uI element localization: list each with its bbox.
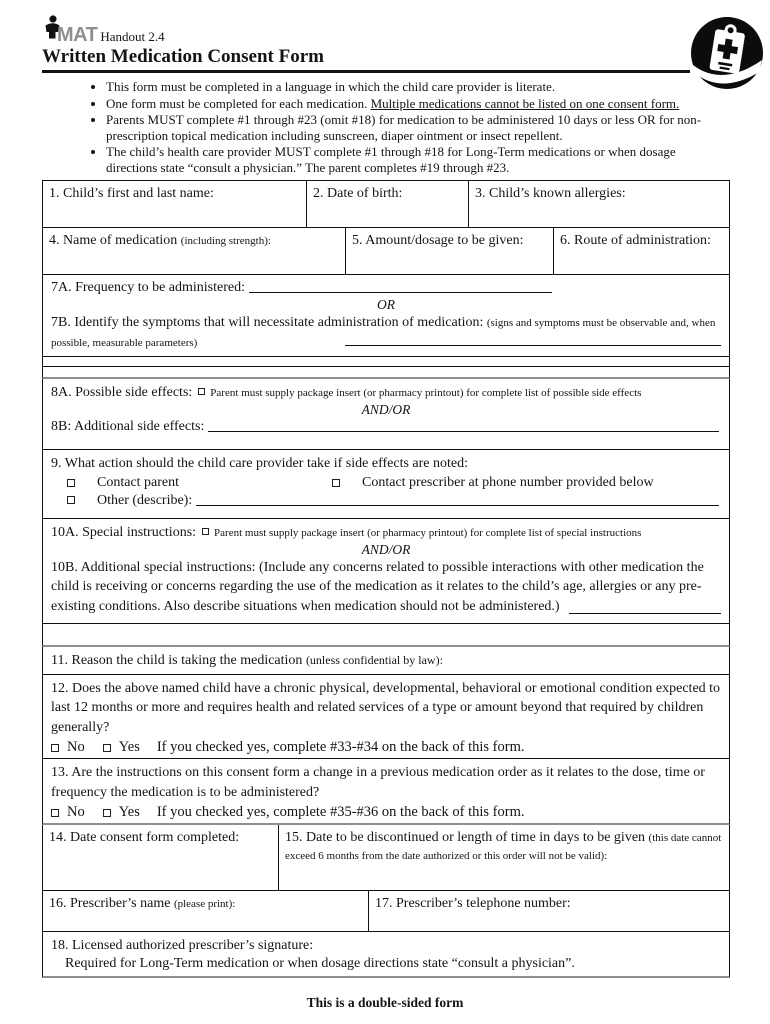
section-8 (42, 379, 730, 450)
andor-separator: AND/OR (361, 401, 411, 417)
instruction-bullet: • This form must be completed in a language in which the child care provider is literate. (106, 79, 730, 95)
field-4-cell[interactable] (43, 228, 345, 274)
checkbox-9-other[interactable] (67, 496, 75, 504)
field-6-cell[interactable] (553, 228, 729, 274)
spacer-row (42, 357, 730, 367)
field-1-cell[interactable] (43, 181, 306, 227)
field-15-cell[interactable] (278, 825, 729, 890)
form-row-4-6 (42, 228, 730, 275)
section-7 (42, 275, 730, 357)
field-5-cell[interactable] (345, 228, 553, 274)
instruction-bullet: • One form must be completed for each medication. Multiple medications cannot be listed on one consent form. (106, 96, 730, 112)
field-13-label: 13. Are the instructions on this consent form a change in a previous medication order as it relates to the dose, time or frequency the medication is to be administered? (51, 765, 705, 800)
field-8a-label: 8A. Possible side effects: (51, 384, 193, 400)
checkbox-9-contact-prescriber[interactable] (332, 479, 340, 487)
field-5-label: 5. Amount/dosage to be given: (352, 232, 524, 248)
handout-label: Handout 2.4 (100, 29, 165, 44)
field-12-label: 12. Does the above named child have a chronic physical, developmental, behavioral or emotional condition expected to last 12 months or more and requires health and related services of a type or amount beyond that required by children generally? (51, 680, 721, 735)
instructions-list (42, 79, 730, 176)
mat-logo (42, 18, 730, 44)
field-15-note: (this date cannot exceed 6 months from the date authorized or this order will not be valid): (285, 832, 722, 863)
section-9 (42, 450, 730, 519)
option-other-label: Other (describe): (97, 493, 193, 509)
field-9-label: 9. What action should the child care provider take if side effects are noted: (51, 455, 468, 471)
option-contact-prescriber (332, 475, 654, 491)
field-12-instruction: If you checked yes, complete #33-#34 on the back of this form. (156, 739, 525, 756)
checkbox-8a-package-insert[interactable] (198, 388, 205, 395)
option-contact-parent-label: Contact parent (97, 475, 180, 491)
header (0, 0, 770, 176)
field-8b-input-line[interactable] (208, 419, 719, 432)
checkbox-13-no[interactable] (51, 809, 59, 817)
option-contact-prescriber-label: Contact prescriber at phone number provided below (362, 475, 654, 491)
option-contact-parent (67, 475, 332, 491)
field-10b-note: (Include any concerns related to possible interactions with other medication the child is receiving or concerns regarding the use of the medication as it relates to the child’s age, allergies or any pre-existing conditions. Also describe situations when medication should not be administered.) (51, 559, 704, 614)
field-7b-input-line[interactable] (345, 345, 721, 346)
section-18[interactable] (42, 932, 730, 978)
section-13 (42, 759, 730, 825)
option-other (43, 491, 729, 511)
field-17-label: 17. Prescriber’s telephone number: (375, 896, 571, 912)
field-18-label: 18. Licensed authorized prescriber’s signature: (51, 938, 314, 954)
field-10a-label: 10A. Special instructions: (51, 524, 197, 540)
field-17-cell[interactable] (368, 891, 729, 931)
field-7b-label: 7B. Identify the symptoms that will necessitate administration of medication: (51, 314, 487, 330)
footer-note: This is a double-sided form (306, 995, 464, 1011)
title-rule (42, 70, 690, 73)
field-18-note: Required for Long-Term medication or when dosage directions state “consult a physician”. (65, 955, 575, 971)
field-3-label: 3. Child’s known allergies: (475, 185, 626, 201)
option-12-no-label: No (67, 739, 85, 756)
medical-clipboard-icon (689, 15, 765, 91)
checkbox-12-yes[interactable] (103, 744, 111, 752)
form-row-1-3 (42, 181, 730, 228)
spacer-row (42, 367, 730, 379)
field-7b-note: (signs and symptoms must be observable and, when possible, measurable parameters) (51, 316, 716, 350)
instruction-bullet: • Parents MUST complete #1 through #23 (omit #18) for medication to be administered 10 days or less OR for non-prescription topical medication including sunscreen, diaper ointment or insect repellent. (106, 112, 730, 143)
page-title: Written Medication Consent Form (42, 46, 324, 67)
field-6-label: 6. Route of administration: (560, 232, 711, 248)
andor-separator: AND/OR (361, 541, 411, 557)
checkbox-12-no[interactable] (51, 744, 59, 752)
field-8a-note: Parent must supply package insert (or pharmacy printout) for complete list of possible side effects (210, 386, 642, 399)
field-14-cell[interactable] (43, 825, 278, 890)
instruction-bullet: • The child’s health care provider MUST complete #1 through #18 for Long-Term medications or when dosage directions state “consult a physician.” The parent completes #19 through #23. (106, 144, 730, 175)
checkbox-10a-package-insert[interactable] (202, 528, 209, 535)
field-10b-input-line[interactable] (569, 613, 721, 614)
field-16-cell[interactable] (43, 891, 368, 931)
field-14-label: 14. Date consent form completed: (49, 830, 240, 846)
field-11-note: (unless confidential by law): (305, 652, 443, 667)
field-4-note: (including strength): (180, 234, 271, 247)
field-7a-label: 7A. Frequency to be administered: (51, 279, 246, 295)
field-1-label: 1. Child’s first and last name: (49, 185, 214, 201)
field-9-other-input-line[interactable] (196, 493, 719, 506)
field-2-label: 2. Date of birth: (313, 185, 403, 201)
checkbox-9-contact-parent[interactable] (67, 479, 75, 487)
or-separator: OR (377, 296, 395, 312)
checkbox-13-yes[interactable] (103, 809, 111, 817)
section-10 (42, 519, 730, 624)
field-2-cell[interactable] (306, 181, 468, 227)
field-11-label: 11. Reason the child is taking the medication (51, 652, 306, 668)
logo-text: MAT (57, 24, 98, 46)
spacer-row (42, 624, 730, 647)
form-row-16-17 (42, 891, 730, 932)
option-13-yes-label: Yes (118, 804, 140, 821)
field-10a-note: Parent must supply package insert (or pharmacy printout) for complete list of special instructions (214, 526, 642, 539)
option-12-yes-label: Yes (118, 739, 140, 756)
option-13-no-label: No (67, 804, 85, 821)
form-row-14-15 (42, 825, 730, 891)
field-10b-label: 10B. Additional special instructions: (51, 559, 260, 575)
section-12 (42, 675, 730, 760)
field-16-label: 16. Prescriber’s name (49, 896, 174, 912)
consent-form-table (42, 180, 730, 979)
field-3-cell[interactable] (468, 181, 729, 227)
field-4-label: 4. Name of medication (49, 232, 181, 248)
field-13-instruction: If you checked yes, complete #35-#36 on the back of this form. (156, 804, 525, 821)
field-15-label: 15. Date to be discontinued or length of time in days to be given (285, 830, 649, 846)
section-11[interactable] (42, 647, 730, 675)
field-7a-input-line[interactable] (249, 280, 552, 293)
field-16-note: (please print): (173, 898, 236, 911)
field-8b-label: 8B: Additional side effects: (51, 418, 205, 434)
